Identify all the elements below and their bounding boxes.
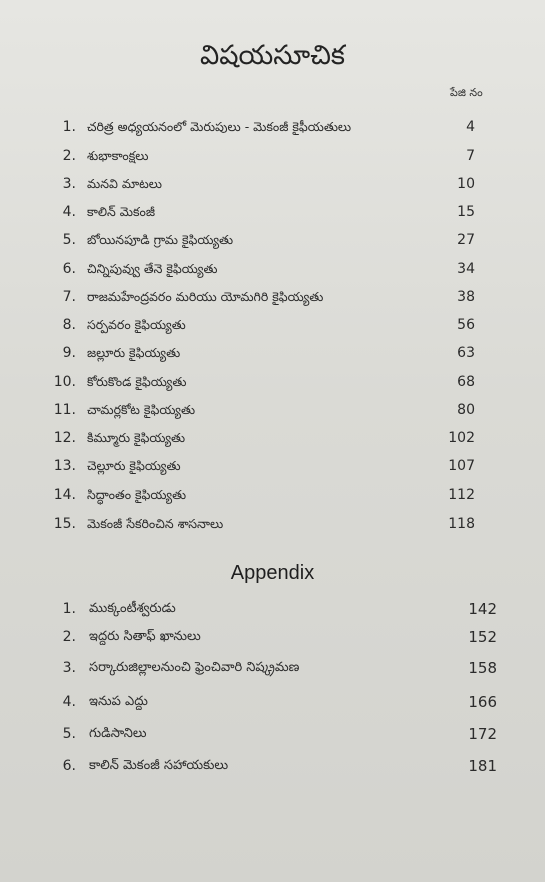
entry-number: 5. xyxy=(62,232,76,248)
entry-page-number: 158 xyxy=(468,659,497,677)
entry-page-number: 166 xyxy=(468,693,497,711)
entry-title: శుభాకాంక్షలు xyxy=(87,148,149,163)
entry-title: సర్కారుజిల్లాలనుంచి ఫ్రెంచివారి నిష్క్రమణ xyxy=(89,660,300,675)
entry-page-number: 27 xyxy=(457,232,475,248)
entry-page-number: 15 xyxy=(457,204,475,220)
entry-title: ఇనుప ఎద్దు xyxy=(89,694,148,709)
toc-entry xyxy=(0,483,545,507)
entry-page-number: 112 xyxy=(448,487,475,503)
entry-number: 4. xyxy=(62,694,76,710)
toc-entry xyxy=(0,200,545,224)
page-number-header: పేజి నం xyxy=(450,86,483,99)
entry-number: 2. xyxy=(62,629,76,645)
entry-title: గుడిసానిలు xyxy=(89,726,147,741)
appendix-heading: Appendix xyxy=(230,562,315,584)
entry-title: చిన్నిపువ్వు తేనె కైఫియ్యతు xyxy=(87,261,218,276)
entry-page-number: 142 xyxy=(468,600,497,618)
entry-page-number: 7 xyxy=(466,148,475,164)
entry-title: బోయినపూడి గ్రామ కైఫియ్యతు xyxy=(87,232,234,247)
entry-number: 4. xyxy=(62,204,76,220)
entry-title: జల్లూరు కైఫియ్యతు xyxy=(87,345,181,360)
toc-entry xyxy=(0,370,545,394)
toc-entry xyxy=(0,454,545,478)
toc-entry xyxy=(0,426,545,450)
entry-number: 10. xyxy=(53,374,76,390)
entry-title: కోరుకొండ కైఫియ్యతు xyxy=(87,374,187,389)
entry-title: సిద్ధాంతం కైఫియ్యతు xyxy=(87,487,187,502)
entry-number: 5. xyxy=(62,726,76,742)
toc-entry xyxy=(0,341,545,365)
entry-page-number: 10 xyxy=(457,176,475,192)
entry-title: రాజమహేంద్రవరం మరియు యోమగిరి కైఫియ్యతు xyxy=(87,289,324,304)
entry-page-number: 34 xyxy=(457,261,475,277)
entry-page-number: 80 xyxy=(457,402,475,418)
entry-number: 7. xyxy=(62,289,76,305)
toc-entry xyxy=(0,597,545,621)
toc-entry xyxy=(0,625,545,649)
entry-title: సర్పవరం కైఫియ్యతు xyxy=(87,317,186,332)
entry-title: కాలిన్ మెకంజీ xyxy=(87,204,155,219)
entry-number: 14. xyxy=(53,487,76,503)
entry-page-number: 4 xyxy=(466,119,475,135)
entry-page-number: 63 xyxy=(457,345,475,361)
entry-number: 3. xyxy=(62,176,76,192)
toc-entry xyxy=(0,257,545,281)
entry-page-number: 118 xyxy=(448,516,475,532)
entry-number: 1. xyxy=(62,601,76,617)
entry-title: కిమ్మూరు కైఫియ్యతు xyxy=(87,430,186,445)
entry-number: 3. xyxy=(62,660,76,676)
toc-entry xyxy=(0,172,545,196)
entry-number: 11. xyxy=(53,402,76,418)
entry-page-number: 102 xyxy=(448,430,475,446)
toc-entry xyxy=(0,754,545,778)
entry-page-number: 68 xyxy=(457,374,475,390)
entry-number: 6. xyxy=(62,261,76,277)
toc-entry xyxy=(0,656,545,680)
toc-entry xyxy=(0,690,545,714)
entry-number: 8. xyxy=(62,317,76,333)
entry-title: మనవి మాటలు xyxy=(87,176,162,191)
entry-number: 15. xyxy=(53,516,76,532)
entry-page-number: 152 xyxy=(468,628,497,646)
entry-number: 9. xyxy=(62,345,76,361)
toc-entry xyxy=(0,512,545,536)
entry-number: 1. xyxy=(62,119,76,135)
toc-entry xyxy=(0,398,545,422)
entry-number: 6. xyxy=(62,758,76,774)
entry-title: మెకంజీ సేకరించిన శాసనాలు xyxy=(87,516,224,531)
entry-page-number: 56 xyxy=(457,317,475,333)
toc-entry xyxy=(0,228,545,252)
toc-entry xyxy=(0,285,545,309)
entry-title: చెల్లూరు కైఫియ్యతు xyxy=(87,458,181,473)
entry-number: 2. xyxy=(62,148,76,164)
entry-number: 12. xyxy=(53,430,76,446)
entry-title: ముక్కంటీశ్వరుడు xyxy=(89,601,176,616)
entry-title: ఇద్దరు సితాఫ్ ఖానులు xyxy=(89,629,201,644)
entry-page-number: 107 xyxy=(448,458,475,474)
toc-entry xyxy=(0,313,545,337)
toc-entry xyxy=(0,144,545,168)
entry-page-number: 172 xyxy=(468,725,497,743)
toc-entry xyxy=(0,115,545,139)
entry-number: 13. xyxy=(53,458,76,474)
entry-page-number: 181 xyxy=(468,757,497,775)
entry-title: కాలిన్ మెకంజీ సహాయకులు xyxy=(89,758,229,773)
toc-entry xyxy=(0,722,545,746)
page-title: విషయసూచిక xyxy=(200,40,345,71)
entry-title: చరిత్ర అధ్యయనంలో మెరుపులు - మెకంజీ కైఫీయతులు xyxy=(87,119,352,134)
entry-title: చామర్లకోట కైఫియ్యతు xyxy=(87,402,196,417)
entry-page-number: 38 xyxy=(457,289,475,305)
